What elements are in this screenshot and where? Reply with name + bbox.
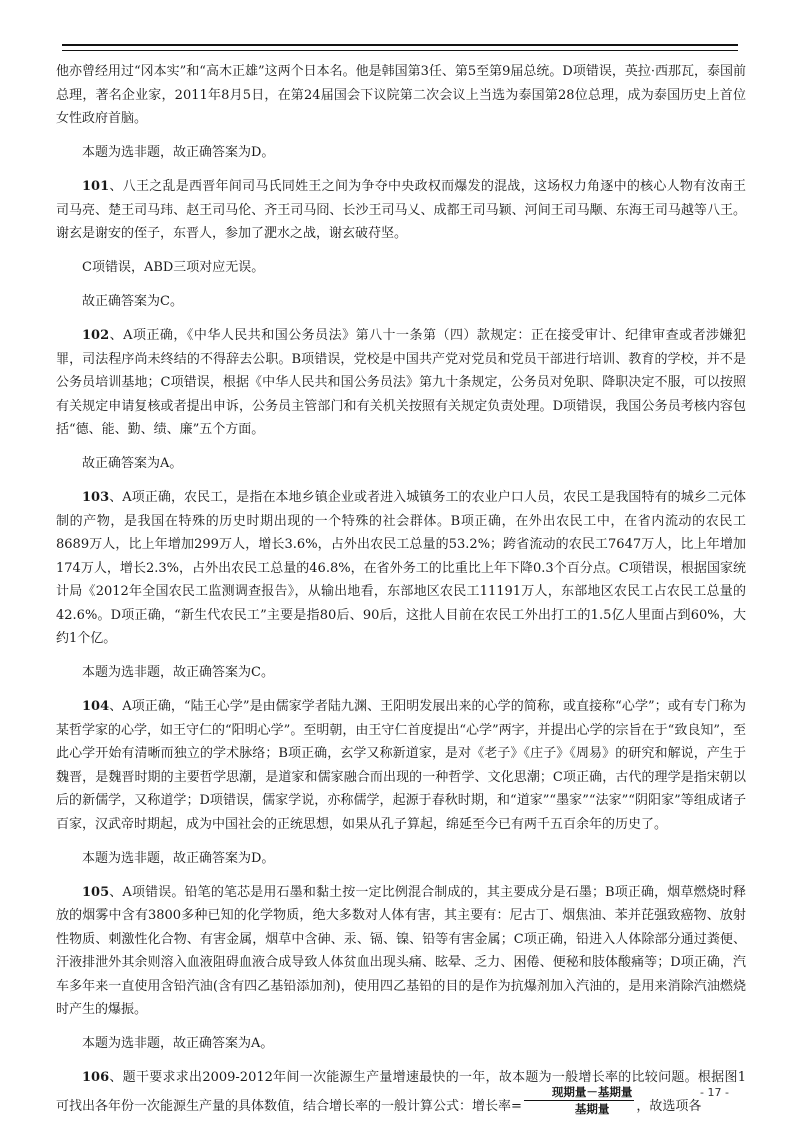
question-101-line2: C项错误，ABD三项对应无误。: [82, 260, 265, 275]
question-text-tail: ，故选项各: [636, 1098, 702, 1114]
question-105-conclusion: 本题为选非题，故正确答案为A。: [82, 1036, 274, 1051]
question-102-conclusion: 故正确答案为A。: [82, 456, 183, 471]
question-number: 103: [82, 490, 110, 505]
question-101-conclusion: 故正确答案为C。: [82, 294, 183, 309]
question-103: [56, 486, 746, 651]
question-text: 、A项正确，农民工，是指在本地乡镇企业或者进入城镇务工的农业户口人员，农民工是我国特有的城乡二元体制的产物，是我国在特殊的历史时期出现的一个特殊的社会群体。B项正确，在外出农民工中，在省内流动的农民工8689万人，比上年增加299万人，增长3.6%，占外出农民工总量的53.2%；跨省流动的农民工7647万人，比上年增加174万人，增长2.3%，占外出农民工总量的46.8%，在省外务工的比重比上年下降0.3个百分点。C项错误，根据国家统计局《2012年全国农民工监测调查报告》，从输出地看，东部地区农民工11191万人，东部地区农民工占农民工总量的42.6%。D项正确，“新生代农民工”主要是指80后、90后，这批人目前在农民工外出打工的1.5亿人里面占到60%，大约1个亿。: [56, 490, 746, 646]
question-number: 105: [82, 884, 110, 900]
question-text: 、A项错误。铅笔的笔芯是用石墨和黏土按一定比例混合制成的，其主要成分是石墨；B项正确，烟草燃烧时释放的烟雾中含有3800多种已知的化学物质，绝大多数对人体有害，其主要有：尼古丁、烟焦油、苯并芘强致癌物、放射性物质、刺激性化合物、有害金属，烟草中含砷、汞、镉、镍、铅等有害金属；C项正确，铅进入人体除部分通过粪便、汗液排泄外其余则溶入血液阻碍血液合成导致人体贫血出现头痛、眩晕、乏力、困倦、便秘和肢体酸痛等；D项正确，汽车多年来一直使用含铅汽油(含有四乙基铅添加剂)，使用四乙基铅的目的是作为抗爆剂加入汽油的，是用来消除汽油燃烧时产生的爆振。: [56, 884, 746, 1017]
intro-conclusion: 本题为选非题，故正确答案为D。: [82, 145, 275, 160]
question-106: [56, 1066, 746, 1123]
intro-paragraph: 他亦曾经用过“冈本实”和“高木正雄”这两个日本名。他是韩国第3任、第5至第9届总统。D项错误，英拉·西那瓦，泰国前总理，著名企业家，2011年8月5日，在第24届国会下议院第二次会议上当选为泰国第28位总理，成为泰国历史上首位女性政府首脑。: [56, 64, 746, 126]
question-text: 、题干要求求出2009-2012年间一次能源生产量增速最快的一年，故本题为一般增长率的比较问题。根据图1可找出各年份一次能源生产量的具体数值，结合增长率的一般计算公式：增长率=: [56, 1070, 746, 1114]
question-104: [56, 695, 746, 836]
header-rule-thin: [62, 50, 738, 51]
question-101: [56, 175, 746, 246]
question-number: 102: [82, 328, 110, 343]
fraction-denominator: 基期量: [574, 1101, 610, 1116]
question-number: 101: [82, 179, 110, 194]
question-text: 、八王之乱是西晋年间司马氏同姓王之间为争夺中央政权而爆发的混战，这场权力角逐中的核心人物有汝南王司马亮、楚王司马玮、赵王司马伦、齐王司马冏、长沙王司马乂、成都王司马颖、河间王司马颙、东海王司马越等八王。谢玄是谢安的侄子，东晋人，参加了淝水之战，谢玄破苻坚。: [56, 179, 746, 241]
fraction-numerator: 现期量－基期量: [524, 1084, 635, 1101]
page-number: - 17 -: [700, 1086, 729, 1099]
question-105: [56, 881, 746, 1022]
growth-rate-fraction: [524, 1084, 635, 1117]
document-body: [56, 60, 746, 1133]
header-rule-thick: [62, 44, 738, 46]
question-104-conclusion: 本题为选非题，故正确答案为D。: [82, 850, 275, 866]
question-text: 、A项正确，《中华人民共和国公务员法》第八十一条第（四）款规定：正在接受审计、纪律审查或者涉嫌犯罪，司法程序尚未终结的不得辞去公职。B项错误，党校是中国共产党对党员和党员干部进行培训、教育的学校，并不是公务员培训基地；C项错误，根据《中华人民共和国公务员法》第九十条规定，公务员对免职、降职决定不服，可以按照有关规定申请复核或者提出申诉，公务员主管部门和有关机关按照有关规定负责处理。D项错误，我国公务员考核内容包括“德、能、勤、绩、廉”五个方面。: [56, 328, 746, 437]
question-102: [56, 324, 746, 442]
question-number: 106: [82, 1070, 110, 1085]
question-text: 、A项正确，“陆王心学”是由儒家学者陆九渊、王阳明发展出来的心学的简称，或直接称“心学”；或有专门称为某哲学家的心学，如王守仁的“阳明心学”。至明朝，由王守仁首度提出“心学”两字，并提出心学的宗旨在于“致良知”，至此心学开始有清晰而独立的学术脉络；B项正确，玄学又称新道家，是对《老子》《庄子》《周易》的研究和解说，产生于魏晋，是魏晋时期的主要哲学思潮，是道家和儒家融合而出现的一种哲学、文化思潮；C项正确，古代的理学是指宋朝以后的新儒学，又称道学；D项错误，儒家学说，亦称儒学，起源于春秋时期，和“道家”“墨家”“法家”“阴阳家”等组成诸子百家，汉武帝时期起，成为中国社会的正统思想，如果从孔子算起，绵延至今已有两千五百余年的历史了。: [56, 699, 746, 832]
question-103-conclusion: 本题为选非题，故正确答案为C。: [82, 665, 274, 680]
question-number: 104: [82, 699, 110, 714]
